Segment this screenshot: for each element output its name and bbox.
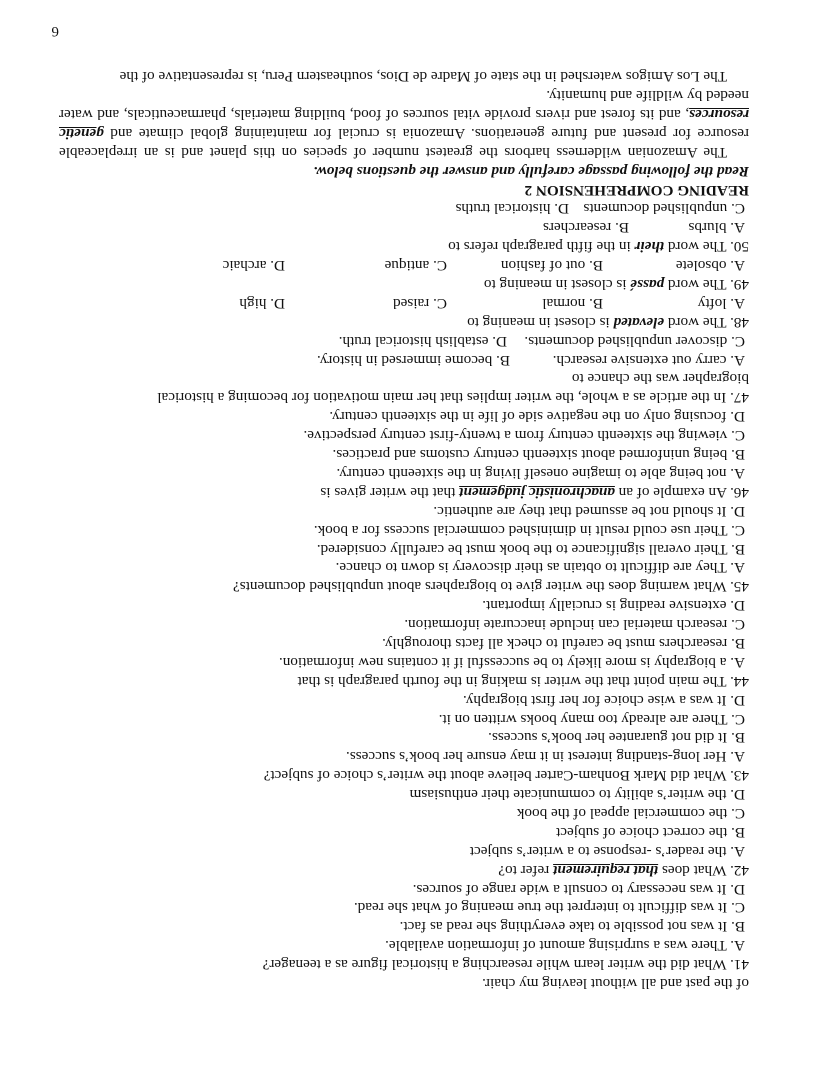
option-45-d: D. It should not be assumed that they are authentic. [433, 502, 745, 520]
option-45-b: B. Their overall significance to the book must be carefully considered. [316, 540, 745, 558]
question-41 [59, 954, 749, 973]
option-41-d: D. It was necessary to consult a wide range of sources. [412, 880, 745, 898]
options-47-cd [59, 331, 749, 350]
option-49-d: D. archaic [222, 257, 285, 275]
question-number: 49. [730, 276, 749, 294]
question-number: 48. [730, 313, 749, 331]
question-47 [59, 388, 749, 407]
emphasized-word: passé [630, 276, 665, 294]
emphasized-phrase: genetic resources [59, 106, 749, 142]
options-49 [59, 255, 749, 274]
passage-text: The Los Amigos watershed in the state of Madre de Dios, southeastern Peru, is representative of the [119, 68, 727, 86]
page-number: 6 [51, 23, 59, 39]
options-50-ab [59, 217, 749, 236]
option-49-a: A. obsolete [675, 257, 745, 275]
option-44-a: A. a biography is more likely to be successful if it contains new information. [278, 653, 745, 671]
question-46 [59, 482, 749, 501]
question-text-end: is closest in meaning to [467, 313, 614, 331]
option-42-b: B. the correct choice of subject [556, 823, 745, 841]
emphasized-word: their [634, 238, 665, 256]
option-44-d: D. extensive reading is crucially important. [482, 597, 745, 615]
option-42-c: C. the commercial appeal of the book [516, 804, 745, 822]
option-47-d: D. establish historical truth. [338, 332, 507, 350]
option-47-a: A. carry out extensive research. [552, 351, 745, 369]
option-48-b: B. normal [542, 294, 603, 312]
question-text: What warning does the writer give to biographers about unpublished documents? [233, 578, 727, 596]
emphasized-phrase: that requirement [553, 861, 659, 879]
question-number: 46. [730, 483, 749, 501]
question-number: 42. [730, 861, 749, 879]
question-text: What did Mark Bonham-Carter believe about the writer’s choice of subject? [263, 767, 727, 785]
passage-text: The Amazonian wilderness harbors the greatest number of species on this planet and is an irreplaceable resource for present and future generations. Amazonia is crucial for maintaining global climate and [59, 124, 749, 161]
option-42-d: D. the writer’s ability to communicate their enthusiasm [409, 786, 745, 804]
options-47-ab [59, 350, 749, 369]
option-50-a: A. blurbs [688, 219, 745, 237]
emphasized-word: elevated [613, 313, 665, 331]
option-46-b: B. being uninformed about sixteenth century customs and practices. [332, 446, 745, 464]
options-50-cd [59, 199, 749, 218]
option-46-c: C. viewing the sixteenth century from a twenty-first century perspective. [303, 427, 745, 445]
option-49-c: C. antique [384, 257, 447, 275]
question-50 [59, 236, 749, 255]
question-44 [59, 671, 749, 690]
question-text: The main point that the writer is making in the fourth paragraph is that [297, 672, 727, 690]
question-number: 43. [730, 767, 749, 785]
question-number: 45. [730, 578, 749, 596]
question-text-end: in the fifth paragraph refers to [448, 238, 635, 256]
question-text-end: that the writer gives is [320, 483, 460, 501]
option-43-d: D. It was a wise choice for her first biography. [463, 691, 745, 709]
passage-text-end: , and its forest and rivers provide vital sources of food, building materials, pharmaceuticals, and water needed by wildlife and humanity. [59, 87, 749, 123]
option-41-a: A. There was a surprising amount of information available. [385, 937, 745, 955]
option-48-a: A. lofty [697, 294, 745, 312]
option-46-a: A. not being able to imagine oneself living in the sixteenth century. [336, 464, 745, 482]
question-47-continued: biographer was the chance to [571, 370, 749, 388]
option-46-d: D. focusing only on the negative side of life in the sixteenth century. [329, 408, 745, 426]
intro-line: of the past and all without leaving my chair. [482, 975, 749, 992]
option-44-b: B. researchers must be careful to check all facts thoroughly. [382, 634, 745, 652]
page-content [59, 66, 749, 992]
option-47-c: C. discover unpublished documents. [524, 332, 745, 350]
option-41-c: C. It was difficult to interpret the true meaning of what she read. [353, 899, 745, 917]
question-number: 50. [730, 238, 749, 256]
option-45-a: A. They are difficult to obtain as their discovery is down to chance. [335, 559, 745, 577]
question-43 [59, 765, 749, 784]
option-47-b: B. become immersed in history. [316, 351, 510, 369]
options-48 [59, 293, 749, 312]
passage-paragraph-1 [59, 85, 749, 161]
question-text: What does [658, 861, 727, 879]
question-text: In the article as a whole, the writer implies that her main motivation for becoming a historical [157, 389, 727, 407]
option-45-c: C. Their use could result in diminished commercial success for a book. [313, 521, 745, 539]
option-49-b: B. out of fashion [500, 257, 603, 275]
option-48-d: D. high [239, 294, 285, 312]
option-50-d: D. historical truths [455, 200, 569, 218]
question-text: The word [664, 238, 727, 256]
question-text: The word [664, 276, 727, 294]
question-number: 44. [730, 672, 749, 690]
question-number: 41. [730, 956, 749, 974]
question-42 [59, 860, 749, 879]
question-text: What did the writer learn while researching a historical figure as a teenager? [262, 956, 727, 974]
emphasized-phrase: anachronistic judgement [459, 483, 615, 501]
section-title: READING COMPREHENSION 2 [524, 181, 749, 199]
option-50-b: B. researchers [542, 219, 629, 237]
option-41-b: B. It was not possible to take everything she read as fact. [399, 918, 745, 936]
instruction: Read the following passage carefully and answer the questions below. [313, 162, 749, 180]
option-44-c: C. research material can include inaccurate information. [404, 616, 745, 634]
question-text: The word [664, 313, 727, 331]
option-43-b: B. It did not guarantee her book’s success. [488, 729, 745, 747]
question-45 [59, 576, 749, 595]
option-48-c: C. raised [393, 294, 447, 312]
question-text-end: is closest in meaning to [483, 276, 631, 294]
question-number: 47. [730, 389, 749, 407]
question-text: An example of an [614, 483, 728, 501]
option-43-a: A. Her long-standing interest in it may ensure her book’s success. [345, 748, 745, 766]
question-text-end: refer to? [498, 861, 554, 879]
question-49 [59, 274, 749, 293]
passage-paragraph-2 [59, 66, 749, 85]
option-50-c: C. unpublished documents [583, 200, 745, 218]
option-43-c: C. There are already too many books written on it. [438, 710, 745, 728]
option-42-a: A. the reader’s -response to a writer’s subject [469, 842, 745, 860]
question-48 [59, 312, 749, 331]
